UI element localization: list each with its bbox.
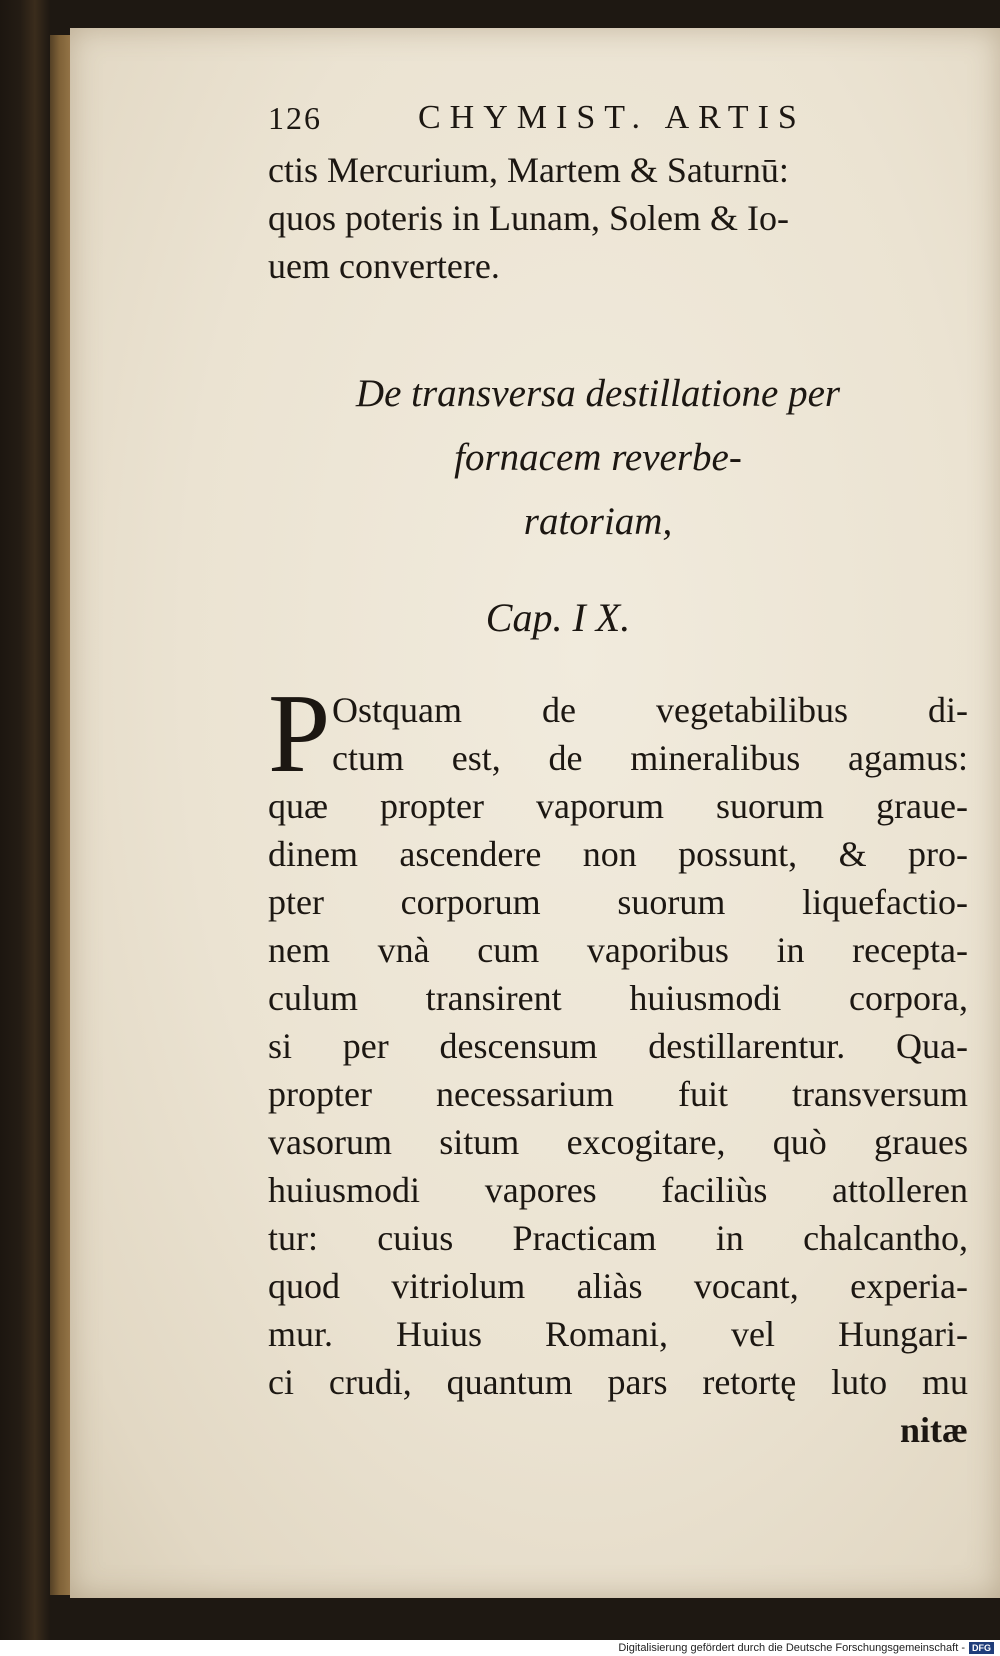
page-number: 126 bbox=[268, 99, 322, 136]
heading-line: fornacem reverbe- bbox=[454, 436, 742, 479]
text-block bbox=[268, 90, 968, 1454]
drop-cap-lines bbox=[332, 686, 968, 782]
drop-cap: P bbox=[268, 672, 331, 796]
text-line: nem vnà cum vaporibus in recepta- bbox=[268, 930, 968, 970]
text-line: vasorum situm excogitare, quò graues bbox=[268, 1122, 968, 1162]
text-line: quæ propter vaporum suorum graue- bbox=[268, 786, 968, 826]
text-line: dinem ascendere non possunt, & pro- bbox=[268, 834, 968, 874]
text-line: culum transirent huiusmodi corpora, bbox=[268, 978, 968, 1018]
text-line: uem convertere. bbox=[268, 246, 500, 286]
text-line: si per descensum destillarentur. Qua- bbox=[268, 1026, 968, 1066]
text-line: tur: cuius Practicam in chalcantho, bbox=[268, 1218, 968, 1258]
drop-cap-row bbox=[268, 672, 968, 796]
text-line: quod vitriolum aliàs vocant, experia- bbox=[268, 1266, 968, 1306]
dfg-logo: DFG bbox=[969, 1642, 994, 1654]
section-heading bbox=[268, 362, 968, 554]
running-head bbox=[268, 90, 968, 146]
footer-credit: Digitalisierung gefördert durch die Deutsche Forschungsgemeinschaft - bbox=[618, 1642, 965, 1654]
text-line: huiusmodi vapores faciliùs attolleren bbox=[268, 1170, 968, 1210]
running-title: CHYMIST. ARTIS bbox=[418, 99, 806, 136]
chapter-number: Cap. I X. bbox=[485, 595, 631, 640]
body-paragraph bbox=[268, 672, 968, 1454]
text-line: mur. Huius Romani, vel Hungari- bbox=[268, 1314, 968, 1354]
text-line: ci crudi, quantum pars retortę luto mu bbox=[268, 1362, 968, 1402]
text-line: ctis Mercurium, Martem & Saturnū: bbox=[268, 150, 789, 190]
text-line: quos poteris in Lunam, Solem & Io- bbox=[268, 198, 789, 238]
digitization-footer bbox=[0, 1640, 1000, 1656]
heading-line: ratoriam, bbox=[523, 500, 673, 543]
text-line: Ostquam de vegetabilibus di- bbox=[332, 690, 968, 730]
heading-line: De transversa destillatione per bbox=[355, 372, 841, 415]
text-line: ctum est, de mineralibus agamus: bbox=[332, 738, 968, 778]
text-line: pter corporum suorum liquefactio- bbox=[268, 882, 968, 922]
catchword: nitæ bbox=[899, 1410, 968, 1450]
text-line: propter necessarium fuit transversum bbox=[268, 1074, 968, 1114]
